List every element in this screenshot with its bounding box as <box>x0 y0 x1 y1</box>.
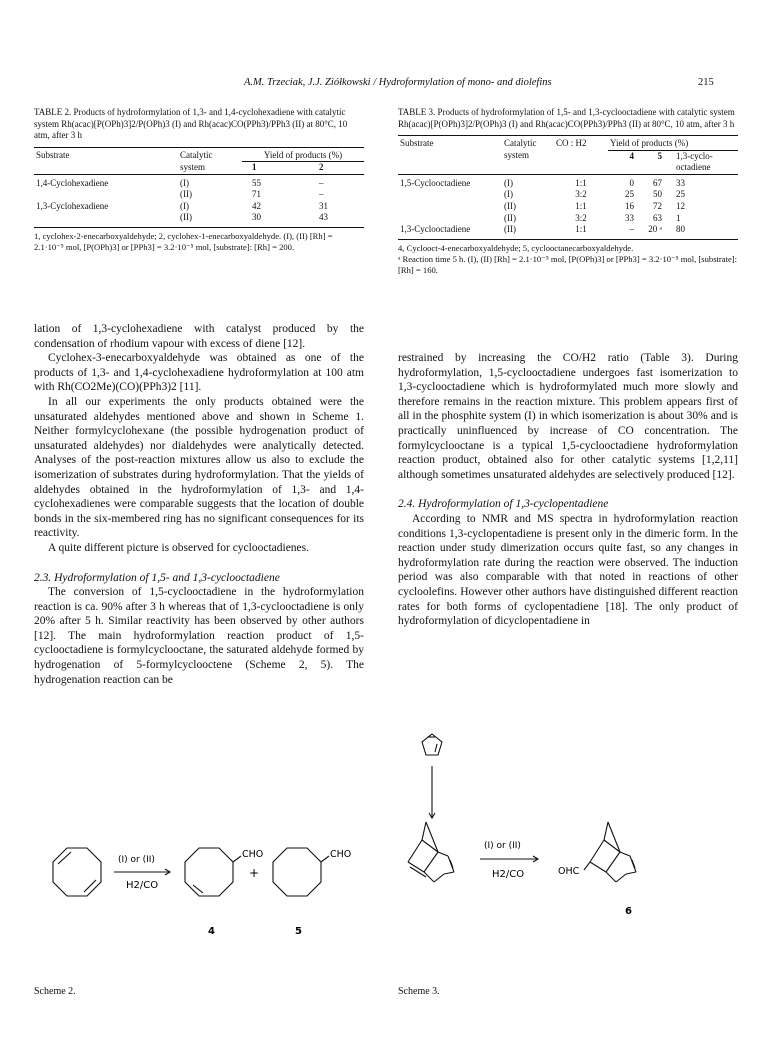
t3-cell: 1 <box>676 212 681 223</box>
table-2-caption: TABLE 2. Products of hydroformylation of 1,3- and 1,4-cyclohexadiene with catalytic system Rh(acac)[P(OPh)3]2/P(OPh)3 (I) and Rh(acac)CO(PPh3)/PPh3 (II) at 80°C, 10 atm, after 3 h <box>34 107 348 140</box>
t2-cell: 71 <box>252 189 261 200</box>
t3-cell: 33 <box>625 212 634 223</box>
table-2-grid <box>34 147 364 229</box>
t2-cell: 1,4-Cyclohexadiene <box>36 177 109 188</box>
paragraph: lation of 1,3-cyclohexadiene with catalyst produced by the condensation of rhodium vapour with excess of diene [12]. <box>34 323 364 350</box>
t3-cell: – <box>629 224 634 235</box>
paragraph: Cyclohex-3-enecarboxyaldehyde was obtained as one of the products of 1,3- and 1,4-cyclohexadiene hydroformylation at 100 atm with Rh(CO2Me)(CO)(PPh3)2 [11]. <box>34 352 364 394</box>
t2-cell: 42 <box>252 200 261 211</box>
t2-cell: (II) <box>180 212 192 223</box>
t3-cell: 0 <box>629 177 634 188</box>
scheme-2-label: Scheme 2. <box>34 986 76 997</box>
compound-number-6: 6 <box>625 906 632 917</box>
t3-cell: 80 <box>676 224 685 235</box>
t3-header-col4: 4 <box>608 150 636 174</box>
paragraph: A quite different picture is observed for cyclooctadienes. <box>48 541 310 554</box>
t2-header-col2: 2 <box>309 162 364 175</box>
t3-cell: 25 <box>625 189 634 200</box>
formyl-dicyclopentadiene-structure <box>584 822 636 882</box>
table-3 <box>398 107 738 276</box>
t2-cell: 31 <box>319 200 328 211</box>
t2-header-catalytic: Catalytic <box>180 149 213 160</box>
cyclooctadiene-structure <box>53 848 101 896</box>
t2-cell <box>34 189 178 201</box>
t3-cell: (II) <box>504 212 516 223</box>
t3-cell: 1:1 <box>575 177 587 188</box>
t2-header-yield: Yield of products (%) <box>263 149 343 160</box>
t3-header-col6-line2: octadiene <box>676 162 711 173</box>
t3-cell: 3:2 <box>575 189 587 200</box>
t3-cell: 72 <box>653 200 662 211</box>
t3-cell: 3:2 <box>575 212 587 223</box>
t3-header-yield: Yield of products (%) <box>610 138 689 148</box>
t3-cell: (I) <box>504 189 513 200</box>
table-3-footnote-2: ᵃ Reaction time 5 h. (I), (II) [Rh] = 2.1·10⁻⁵ mol, [P(OPh)3] or [PPh3] = 3.2·10⁻⁵ mol, [substrate]: [Rh] = 160. <box>398 253 738 275</box>
t3-cell: 50 <box>653 189 662 200</box>
paragraph: According to NMR and MS spectra in hydroformylation reaction conditions 1,3-cyclopentadiene is present only in the dimeric form. In the reaction under study dimerization occurs quite fast, so any changes in hydroformylation rate during the reaction were observed. The induction period was also comparable with that noted in reactions of other cycloolefins. However other authors have distinguished different reaction rates for both forms of cyclopentadiene [18]. The only product of hydroformylation of dicyclopentadiene in <box>398 512 738 628</box>
paragraph: The conversion of 1,5-cyclooctadiene in the hydroformylation reaction is ca. 90% after 3 h whereas that of 1,3-cyclooctadiene is only 20% after 5 h. Similar reactivity has been observed by other authors [12]. The main hydroformylation reaction product of 1,5-cyclooctadiene is formylcyclooctane, the saturated aldehyde formed by hydrogenation of 5-formylcyclooctene (Scheme 2, 5). The hydrogenation reaction can be <box>34 586 364 686</box>
table-3-grid <box>398 135 738 240</box>
t3-header-ratio: CO : H2 <box>556 138 587 148</box>
t3-header-substrate: Substrate <box>400 138 434 148</box>
t2-header-system: system <box>180 161 206 172</box>
t3-cell: 20 ᵃ <box>648 224 662 235</box>
t3-cell: 12 <box>676 200 685 211</box>
running-title: A.M. Trzeciak, J.J. Ziółkowski / Hydroformylation of mono- and diolefins <box>244 77 552 88</box>
t2-cell: 43 <box>319 212 328 223</box>
t2-cell: 55 <box>252 177 261 188</box>
t2-cell: (II) <box>180 189 192 200</box>
table-3-caption: TABLE 3. Products of hydroformylation of 1,5- and 1,3-cyclooctadiene with catalytic system Rh(acac)[P(OPh)3]2/P(OPh)3 (I) and Rh(acac)CO(PPh3)/PPh3 (II) at 80°C, 10 atm, after 3 h <box>398 107 735 129</box>
dicyclopentadiene-structure <box>408 822 454 882</box>
compound-number-4: 4 <box>208 926 215 937</box>
left-column <box>34 322 364 687</box>
t3-header-system: system <box>504 150 530 161</box>
right-column <box>398 351 738 629</box>
t3-cell: 67 <box>653 177 662 188</box>
scheme-3-drawing <box>398 722 738 972</box>
t3-cell: 25 <box>676 189 685 200</box>
t2-cell: – <box>319 177 324 188</box>
scheme-2-conditions-bottom: H2/CO <box>126 880 159 891</box>
table-2 <box>34 107 364 253</box>
t2-cell: 30 <box>252 212 261 223</box>
t2-cell <box>34 212 178 227</box>
t3-cell: 1:1 <box>575 200 587 211</box>
cyclopentadiene-structure <box>422 734 442 755</box>
scheme-2-cho-label-4: CHO <box>242 849 264 860</box>
t3-cell <box>398 213 502 225</box>
t2-cell: (I) <box>180 177 189 188</box>
t3-cell: 1:1 <box>575 224 587 235</box>
scheme-3-conditions-bottom: H2/CO <box>492 869 525 880</box>
t3-cell <box>398 189 502 201</box>
scheme-2-cho-label-5: CHO <box>330 849 352 860</box>
scheme-2-drawing <box>34 835 374 965</box>
page-number: 215 <box>698 77 714 88</box>
t3-cell: 16 <box>625 200 634 211</box>
t2-cell: (I) <box>180 200 189 211</box>
t3-header-col6-line1: 1,3-cyclo- <box>676 150 713 161</box>
table-2-footnote: 1, cyclohex-2-enecarboxyaldehyde; 2, cyclohex-1-enecarboxyaldehyde. (I), (II) [Rh] = 2.1·10⁻⁵ mol, [P(OPh)3] or [PPh3] = 3.2·10⁻⁵ mol, [substrate]: [Rh] = 200. <box>34 231 333 253</box>
t3-cell: 1,3-Cyclooctadiene <box>400 224 471 235</box>
t3-cell: (II) <box>504 200 516 211</box>
cyclooctene-aldehyde-structure <box>185 848 241 896</box>
table-3-footnote-1: 4, Cyclooct-4-enecarboxyaldehyde; 5, cyclooctanecarboxyaldehyde. <box>398 242 634 253</box>
t2-cell: – <box>319 189 324 200</box>
t3-header-col6 <box>664 150 738 174</box>
t3-cell <box>398 201 502 213</box>
t3-cell: 1,5-Cyclooctadiene <box>400 177 471 188</box>
scheme-3-conditions-top: (I) or (II) <box>484 841 521 851</box>
t2-header-col1: 1 <box>242 162 309 175</box>
t3-header-catalytic: Catalytic <box>504 138 537 148</box>
t3-cell: (I) <box>504 177 513 188</box>
t3-cell: (II) <box>504 224 516 235</box>
paragraph: In all our experiments the only products obtained were the unsaturated aldehydes mentioned above and shown in Scheme 1. Neither formylcyclohexane (the possible hydrogenation product of unsaturated aldehydes) nor dialdehydes were analytically detected. Analyses of the post-reaction mixtures allow us also to exclude the isomerization of substrates during hydroformylation. That the yields of aldehydes obtained in the hydroformylation of 1,3- and 1,4-cyclohexadienes were comparable suggests that the location of double bonds in the six-membered ring has no significant consequences for its reactivity. <box>34 395 364 540</box>
scheme-2-plus: + <box>249 866 260 880</box>
t2-cell: 1,3-Cyclohexadiene <box>36 200 109 211</box>
scheme-3-ohc-label: OHC <box>558 866 580 877</box>
t3-cell: 63 <box>653 212 662 223</box>
section-heading-2-3: 2.3. Hydroformylation of 1,5- and 1,3-cyclooctadiene <box>34 571 280 584</box>
paragraph: restrained by increasing the CO/H2 ratio (Table 3). During hydroformylation, 1,5-cyclooctadiene undergoes fast isomerization to 1,3-cyclooctadiene which is hydroformylated much more slowly and therefore remains in the reaction mixture. This problem appears first of all in the phosphite system (I) in which isomerization is about 30% and is practically uninfluenced by increase of CO concentration. The formylcyclooctane is a typical 1,5-cyclooctadiene hydroformylation reaction product, obtained also for other catalytic systems [1,2,11] although sometimes unsaturated aldehydes are selectively produced [12]. <box>398 352 738 481</box>
t3-header-col5: 5 <box>636 150 664 174</box>
scheme-3-label: Scheme 3. <box>398 986 440 997</box>
scheme-2-conditions-top: (I) or (II) <box>118 855 155 865</box>
cyclooctane-aldehyde-structure <box>273 848 329 896</box>
section-heading-2-4: 2.4. Hydroformylation of 1,3-cyclopentadiene <box>398 498 609 511</box>
t2-header-substrate: Substrate <box>36 149 70 160</box>
compound-number-5: 5 <box>295 926 302 937</box>
t3-cell: 33 <box>676 177 685 188</box>
